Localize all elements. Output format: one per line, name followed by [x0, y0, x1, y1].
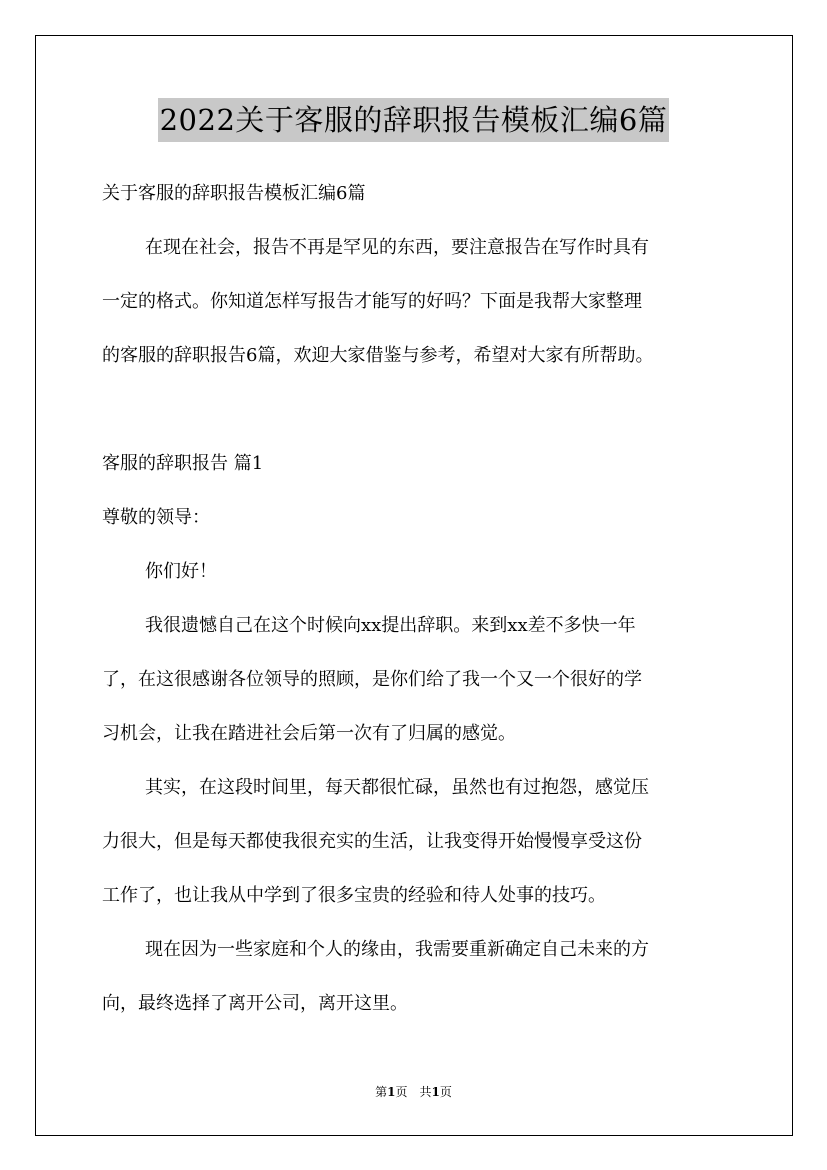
para3-line-2: 向，最终选择了离开公司，离开这里。 — [102, 993, 408, 1014]
section-heading: 客服的辞职报告 篇1 — [102, 453, 264, 474]
para1-line-2: 了，在这很感谢各位领导的照顾，是你们给了我一个又一个很好的学 — [102, 669, 642, 690]
footer-suffix: 页 — [439, 1085, 452, 1099]
footer-page-total: 1 — [431, 1085, 440, 1099]
footer-page-current: 1 — [387, 1085, 396, 1099]
greeting: 你们好！ — [145, 561, 217, 582]
page-footer — [0, 1084, 827, 1100]
intro-line-2: 一定的格式。你知道怎样写报告才能写的好吗？下面是我帮大家整理 — [102, 291, 642, 312]
para1-line-3: 习机会，让我在踏进社会后第一次有了归属的感觉。 — [102, 723, 516, 744]
para2-line-3: 工作了，也让我从中学到了很多宝贵的经验和待人处事的技巧。 — [102, 885, 606, 906]
intro-line-3: 的客服的辞职报告6篇，欢迎大家借鉴与参考，希望对大家有所帮助。 — [102, 345, 654, 366]
document-subtitle: 关于客服的辞职报告模板汇编6篇 — [102, 183, 366, 204]
para2-line-2: 力很大，但是每天都使我很充实的生活，让我变得开始慢慢享受这份 — [102, 831, 642, 852]
intro-line-1: 在现在社会，报告不再是罕见的东西，要注意报告在写作时具有 — [145, 237, 649, 258]
para2-line-1: 其实，在这段时间里，每天都很忙碌，虽然也有过抱怨，感觉压 — [145, 777, 649, 798]
footer-prefix: 第 — [375, 1085, 388, 1099]
salutation: 尊敬的领导： — [102, 507, 210, 528]
footer-middle: 页 共 — [395, 1085, 432, 1099]
title-container — [0, 98, 827, 142]
para3-line-1: 现在因为一些家庭和个人的缘由，我需要重新确定自己未来的方 — [145, 939, 649, 960]
document-title: 2022关于客服的辞职报告模板汇编6篇 — [158, 98, 670, 142]
para1-line-1: 我很遗憾自己在这个时候向xx提出辞职。来到xx差不多快一年 — [145, 615, 636, 636]
